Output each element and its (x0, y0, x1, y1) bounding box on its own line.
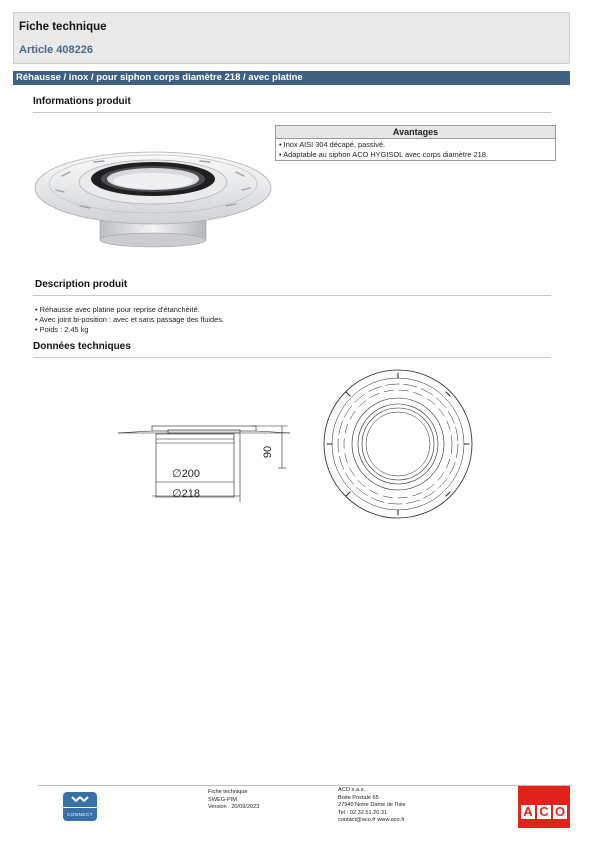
section-title-technical: Données techniques (33, 341, 131, 352)
footer-company-line: contact@aco.fr www.aco.fr (338, 817, 405, 823)
advantages-heading: Avantages (276, 126, 555, 139)
advantage-item: • Inox AISI 304 décapé, passivé. (279, 140, 386, 149)
advantage-item: • Adaptable au siphon ACO HYGISOL avec corps diamètre 218. (279, 150, 488, 159)
product-title: Réhausse / inox / pour siphon corps diamètre 218 / avec platine (16, 72, 303, 83)
footer-company-info (338, 787, 406, 825)
description-item: • Poids : 2.45 kg (35, 325, 89, 334)
top-view-drawing (322, 368, 474, 520)
connect-logo-divider (63, 807, 97, 808)
product-image (30, 128, 276, 250)
section-title-info: Informations produit (33, 96, 131, 107)
aco-logo-letter: A (521, 805, 535, 819)
footer-rule (38, 785, 572, 786)
section-rule-description (33, 295, 551, 296)
aco-logo-letter: O (554, 804, 566, 819)
dimension-inner-diameter: ∅200 (172, 468, 200, 480)
footer-doc-line: SWEG-PIM (208, 796, 237, 803)
connect-label: CONNECT (67, 812, 93, 817)
advantages-table (275, 125, 556, 161)
dimension-height: 90 (262, 445, 275, 459)
footer-doc-line: Version : 20/09/2023 (208, 804, 260, 810)
footer-doc-line: Fiche technique (208, 789, 248, 795)
footer-document-info (208, 789, 259, 812)
aco-logo (518, 786, 570, 828)
dimension-outer-diameter: ∅218 (172, 488, 200, 500)
footer-company-line: ACO s.a.s. (338, 787, 366, 793)
section-rule-technical (33, 357, 551, 358)
footer-company-line: Boite Postale 65 (338, 794, 379, 801)
chevron-down-icon (71, 796, 89, 806)
article-number: Article 408226 (19, 44, 93, 56)
header-box (13, 12, 570, 64)
description-item: • Réhausse avec platine pour reprise d'étanchéité. (35, 305, 200, 314)
description-item: • Avec joint bi-position : avec et sans passage des fluides. (35, 315, 224, 324)
footer-company-line: Tel : 02.32.51.20.31 (338, 809, 388, 816)
footer-company-line: 27940 Notre Dame de l'Isle (338, 802, 406, 808)
connect-logo (63, 792, 97, 821)
section-rule-info (33, 112, 551, 113)
document-title: Fiche technique (19, 21, 107, 33)
section-title-description: Description produit (35, 279, 128, 290)
product-title-bar (13, 71, 570, 85)
aco-logo-letter: C (537, 805, 551, 819)
